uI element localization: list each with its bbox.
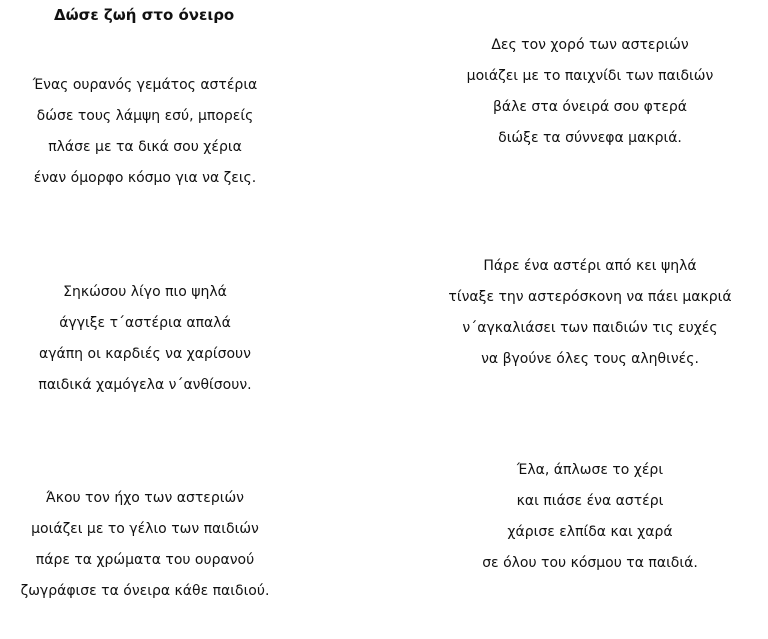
poem-line: άγγιξε τ΄αστέρια απαλά (59, 315, 231, 331)
poem-line: Έλα, άπλωσε το χέρι (516, 462, 664, 478)
poem-line: πλάσε με τα δικά σου χέρια (48, 139, 242, 155)
poem-line: σε όλου του κόσμου τα παιδιά. (482, 555, 698, 571)
stanza-right-3 (420, 455, 760, 579)
poem-line: παιδικά χαμόγελα ν΄ανθίσουν. (38, 377, 252, 393)
poem-line: αγάπη οι καρδιές να χαρίσουν (39, 346, 251, 362)
poem-line: Άκου τον ήχο των αστεριών (46, 490, 244, 506)
poem-line: ζωγράφισε τα όνειρα κάθε παιδιού. (20, 583, 270, 599)
stanza-left-1 (0, 70, 290, 194)
stanza-right-2 (420, 251, 760, 375)
stanza-left-2 (0, 277, 290, 401)
stanza-left-3 (0, 483, 290, 607)
poem-line: να βγούνε όλες τους αληθινές. (481, 351, 699, 367)
poem-line: Δες τον χορό των αστεριών (491, 37, 689, 53)
poem-line: πάρε τα χρώματα του ουρανού (35, 552, 255, 568)
poem-line: έναν όμορφο κόσμο για να ζεις. (33, 170, 257, 186)
poem-line: και πιάσε ένα αστέρι (516, 493, 664, 509)
poem-line: Σηκώσου λίγο πιο ψηλά (63, 284, 227, 300)
poem-line: διώξε τα σύννεφα μακριά. (498, 130, 682, 146)
stanza-right-1 (420, 30, 760, 154)
poem-line: τίναξε την αστερόσκονη να πάει μακριά (448, 289, 732, 305)
poem-line: Ένας ουρανός γεμάτος αστέρια (32, 77, 258, 93)
poem-column-left (0, 0, 290, 639)
poem-line: μοιάζει με το παιχνίδι των παιδιών (466, 68, 714, 84)
poem-line: μοιάζει με το γέλιο των παιδιών (31, 521, 259, 537)
poem-title: Δώσε ζωή στο όνειρο (54, 6, 235, 24)
poem-line: δώσε τους λάμψη εσύ, μπορείς (36, 108, 254, 124)
poem-line: χάρισε ελπίδα και χαρά (507, 524, 673, 540)
poem-line: βάλε στα όνειρά σου φτερά (492, 99, 688, 115)
poem-column-right (420, 0, 760, 639)
poem-line: ν΄αγκαλιάσει των παιδιών τις ευχές (462, 320, 718, 336)
poem-line: Πάρε ένα αστέρι από κει ψηλά (483, 258, 697, 274)
